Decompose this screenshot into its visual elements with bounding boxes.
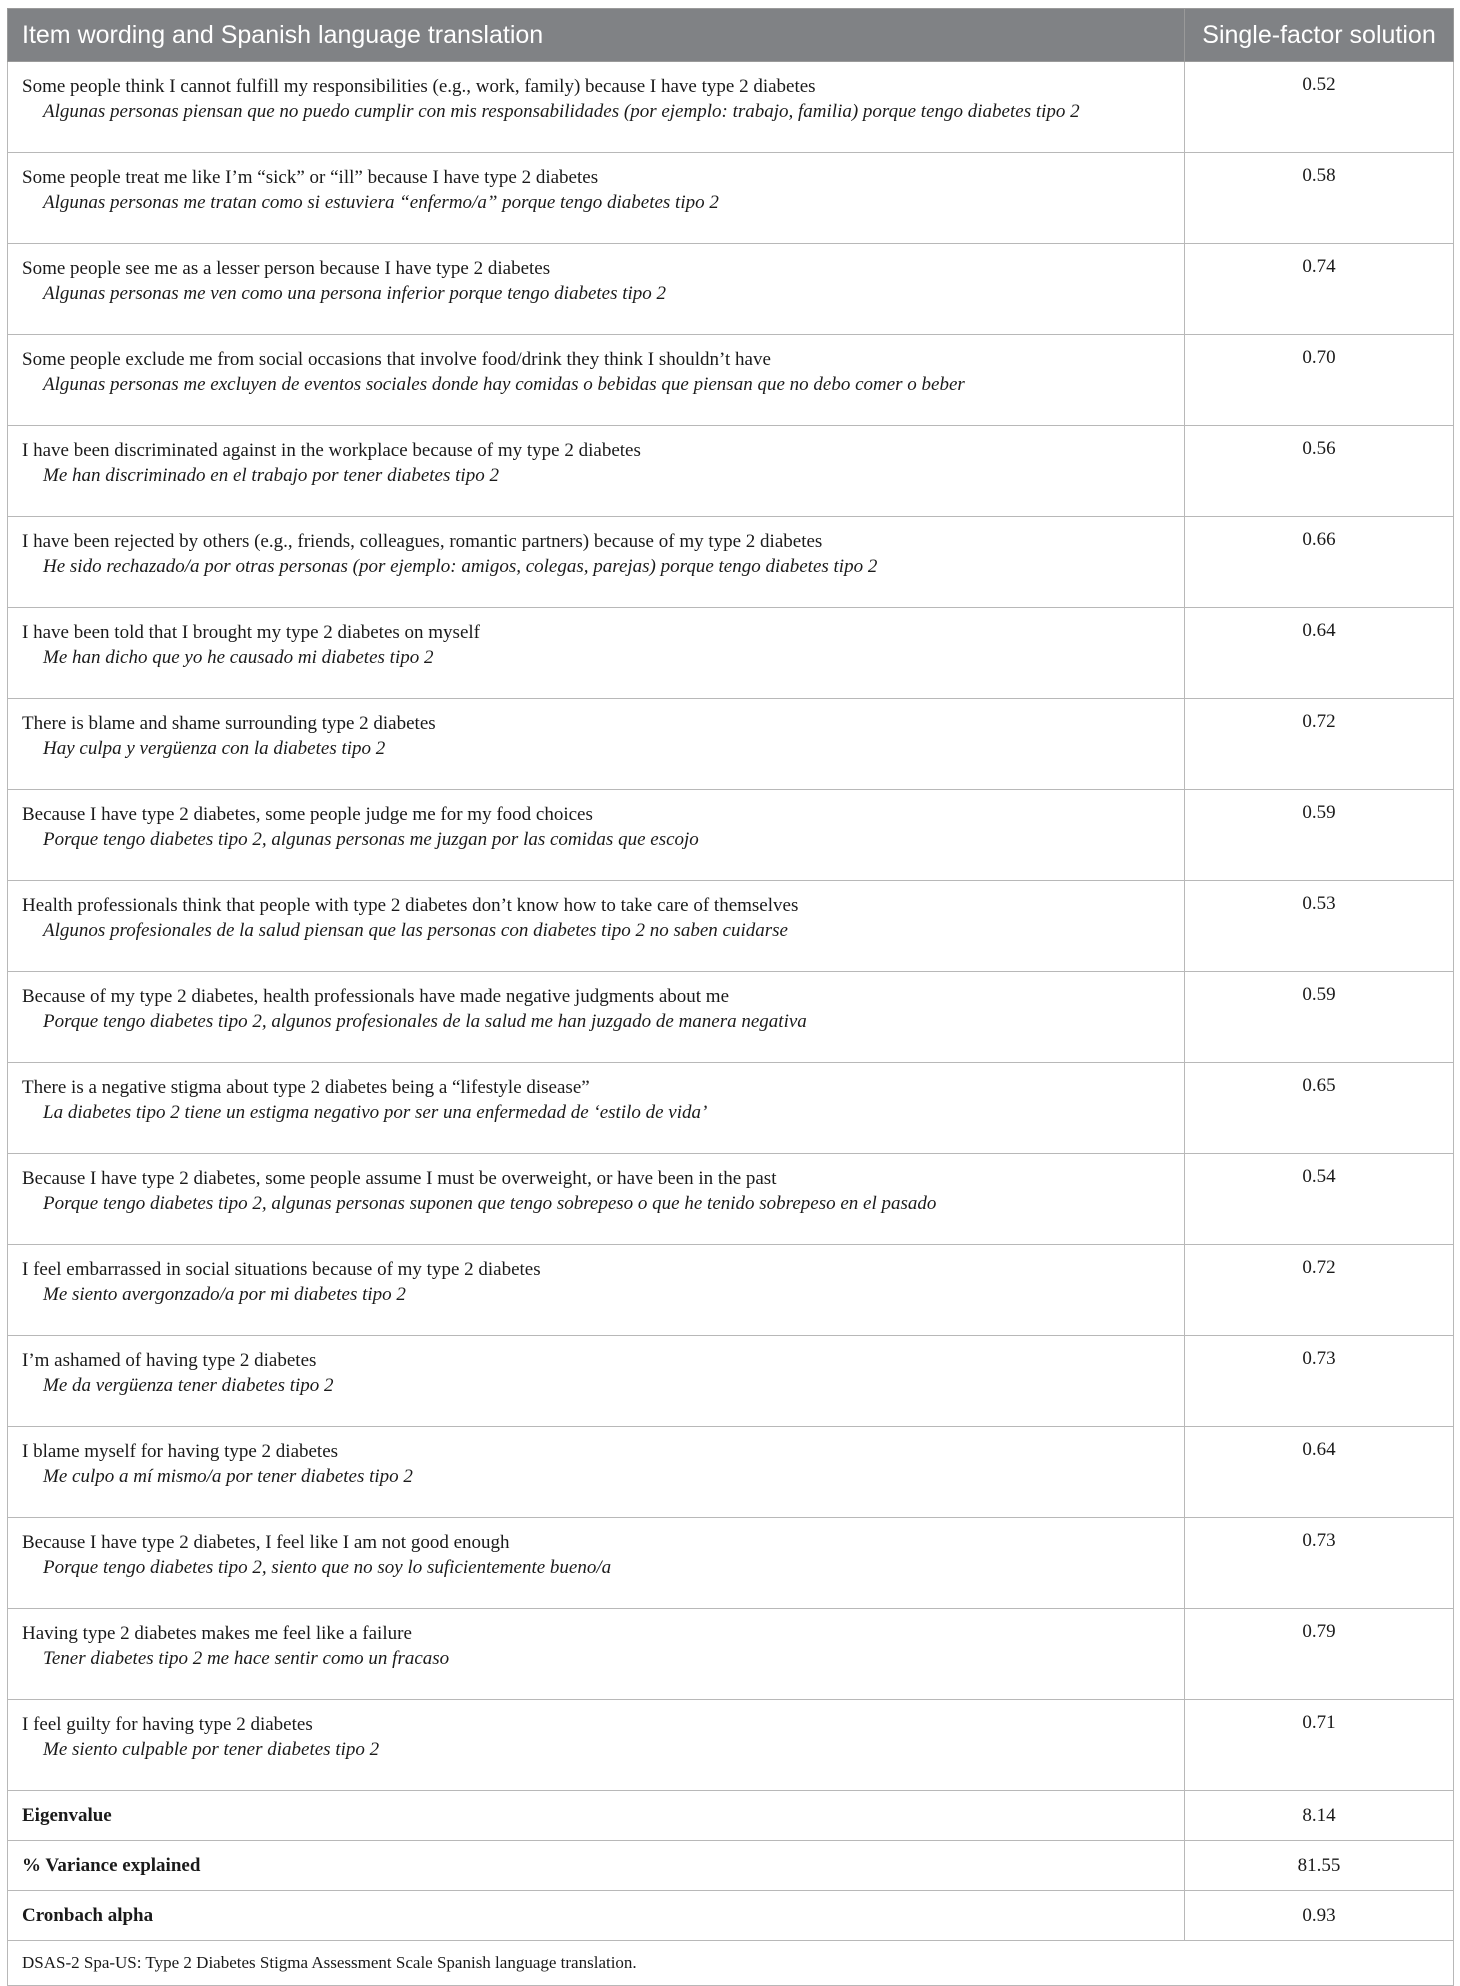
item-factor-loading: 0.73 — [1185, 1336, 1454, 1427]
item-english-text: Some people see me as a lesser person because I have type 2 diabetes — [22, 258, 551, 279]
item-spanish-translation: Algunas personas piensan que no puedo cumplir con mis responsabilidades (por ejemplo: trabajo, familia) porque tengo diabetes tipo 2 — [43, 101, 1080, 122]
item-spanish-translation: Algunas personas me tratan como si estuviera “enfermo/a” porque tengo diabetes tipo 2 — [43, 192, 719, 213]
item-factor-loading: 0.56 — [1185, 426, 1454, 517]
results-table-container — [7, 8, 1453, 1972]
factor-loadings-table — [7, 8, 1454, 1986]
item-text-cell — [8, 881, 1185, 972]
item-english-text: Health professionals think that people with type 2 diabetes don’t know how to take care of themselves — [22, 895, 799, 916]
item-english-text: Some people think I cannot fulfill my responsibilities (e.g., work, family) because I have type 2 diabetes — [22, 76, 816, 97]
item-factor-loading: 0.72 — [1185, 699, 1454, 790]
item-text-cell — [8, 790, 1185, 881]
stat-row — [8, 1891, 1454, 1941]
item-text-cell — [8, 62, 1185, 153]
table-row — [8, 335, 1454, 426]
table-row — [8, 608, 1454, 699]
item-english-text: Some people treat me like I’m “sick” or “ill” because I have type 2 diabetes — [22, 167, 599, 188]
item-text-cell — [8, 608, 1185, 699]
item-english-text: There is a negative stigma about type 2 diabetes being a “lifestyle disease” — [22, 1077, 590, 1098]
item-spanish-translation: Algunas personas me excluyen de eventos sociales donde hay comidas o bebidas que piensan que no debo comer o beber — [43, 374, 965, 395]
item-factor-loading: 0.71 — [1185, 1700, 1454, 1791]
table-row — [8, 1063, 1454, 1154]
item-factor-loading: 0.64 — [1185, 1427, 1454, 1518]
table-row — [8, 62, 1454, 153]
item-english-text: I have been told that I brought my type 2 diabetes on myself — [22, 622, 480, 643]
table-row — [8, 699, 1454, 790]
item-text-cell — [8, 1700, 1185, 1791]
item-text-cell — [8, 1245, 1185, 1336]
item-english-text: I blame myself for having type 2 diabetes — [22, 1441, 339, 1462]
stat-label: % Variance explained — [8, 1841, 1185, 1891]
item-spanish-translation: Me culpo a mí mismo/a por tener diabetes tipo 2 — [43, 1466, 413, 1487]
table-row — [8, 1700, 1454, 1791]
item-factor-loading: 0.72 — [1185, 1245, 1454, 1336]
table-row — [8, 881, 1454, 972]
item-spanish-translation: Me da vergüenza tener diabetes tipo 2 — [43, 1375, 334, 1396]
item-spanish-translation: Me siento culpable por tener diabetes tipo 2 — [43, 1739, 380, 1760]
item-spanish-translation: Algunos profesionales de la salud piensan que las personas con diabetes tipo 2 no saben cuidarse — [43, 920, 788, 941]
item-text-cell — [8, 426, 1185, 517]
item-factor-loading: 0.59 — [1185, 972, 1454, 1063]
item-factor-loading: 0.54 — [1185, 1154, 1454, 1245]
table-header-row — [8, 9, 1454, 62]
table-row — [8, 790, 1454, 881]
table-row — [8, 1609, 1454, 1700]
item-text-cell — [8, 517, 1185, 608]
item-factor-loading: 0.52 — [1185, 62, 1454, 153]
table-row — [8, 1245, 1454, 1336]
footnote-row — [8, 1941, 1454, 1986]
item-text-cell — [8, 1063, 1185, 1154]
item-english-text: Some people exclude me from social occasions that involve food/drink they think I shouldn’t have — [22, 349, 771, 370]
item-factor-loading: 0.66 — [1185, 517, 1454, 608]
stat-value: 0.93 — [1185, 1891, 1454, 1941]
item-factor-loading: 0.79 — [1185, 1609, 1454, 1700]
table-row — [8, 244, 1454, 335]
header-single-factor: Single-factor solution — [1185, 9, 1454, 62]
item-text-cell — [8, 1154, 1185, 1245]
item-english-text: Because I have type 2 diabetes, I feel like I am not good enough — [22, 1532, 510, 1553]
stat-value: 8.14 — [1185, 1791, 1454, 1841]
item-spanish-translation: Tener diabetes tipo 2 me hace sentir como un fracaso — [43, 1648, 450, 1669]
item-text-cell — [8, 699, 1185, 790]
item-text-cell — [8, 1609, 1185, 1700]
item-english-text: I’m ashamed of having type 2 diabetes — [22, 1350, 317, 1371]
table-row — [8, 972, 1454, 1063]
item-text-cell — [8, 335, 1185, 426]
stat-row — [8, 1841, 1454, 1891]
item-text-cell — [8, 153, 1185, 244]
table-row — [8, 426, 1454, 517]
item-text-cell — [8, 972, 1185, 1063]
item-text-cell — [8, 1518, 1185, 1609]
item-english-text: I feel guilty for having type 2 diabetes — [22, 1714, 313, 1735]
item-factor-loading: 0.70 — [1185, 335, 1454, 426]
item-spanish-translation: Me han dicho que yo he causado mi diabetes tipo 2 — [43, 647, 434, 668]
item-english-text: I have been discriminated against in the workplace because of my type 2 diabetes — [22, 440, 641, 461]
item-spanish-translation: Me siento avergonzado/a por mi diabetes tipo 2 — [43, 1284, 406, 1305]
table-row — [8, 1427, 1454, 1518]
item-factor-loading: 0.59 — [1185, 790, 1454, 881]
item-spanish-translation: Hay culpa y vergüenza con la diabetes tipo 2 — [43, 738, 386, 759]
item-factor-loading: 0.53 — [1185, 881, 1454, 972]
table-row — [8, 1518, 1454, 1609]
item-english-text: Because I have type 2 diabetes, some people judge me for my food choices — [22, 804, 593, 825]
item-english-text: I have been rejected by others (e.g., friends, colleagues, romantic partners) because of my type 2 diabetes — [22, 531, 823, 552]
item-text-cell — [8, 1427, 1185, 1518]
table-row — [8, 1336, 1454, 1427]
stat-value: 81.55 — [1185, 1841, 1454, 1891]
item-english-text: Because I have type 2 diabetes, some people assume I must be overweight, or have been in the past — [22, 1168, 777, 1189]
stat-row — [8, 1791, 1454, 1841]
stat-label: Cronbach alpha — [8, 1891, 1185, 1941]
item-english-text: Because of my type 2 diabetes, health professionals have made negative judgments about me — [22, 986, 730, 1007]
item-spanish-translation: La diabetes tipo 2 tiene un estigma negativo por ser una enfermedad de ‘estilo de vida’ — [43, 1102, 708, 1123]
item-english-text: Having type 2 diabetes makes me feel like a failure — [22, 1623, 412, 1644]
item-factor-loading: 0.73 — [1185, 1518, 1454, 1609]
item-factor-loading: 0.64 — [1185, 608, 1454, 699]
item-spanish-translation: Me han discriminado en el trabajo por tener diabetes tipo 2 — [43, 465, 499, 486]
item-spanish-translation: Porque tengo diabetes tipo 2, algunos profesionales de la salud me han juzgado de manera negativa — [43, 1011, 807, 1032]
table-footnote: DSAS-2 Spa-US: Type 2 Diabetes Stigma Assessment Scale Spanish language translation. — [8, 1941, 1454, 1986]
item-spanish-translation: Porque tengo diabetes tipo 2, algunas personas me juzgan por las comidas que escojo — [43, 829, 699, 850]
header-item-wording: Item wording and Spanish language translation — [8, 9, 1185, 62]
item-text-cell — [8, 1336, 1185, 1427]
table-body — [8, 62, 1454, 1986]
item-spanish-translation: Algunas personas me ven como una persona inferior porque tengo diabetes tipo 2 — [43, 283, 667, 304]
item-factor-loading: 0.65 — [1185, 1063, 1454, 1154]
table-row — [8, 517, 1454, 608]
item-text-cell — [8, 244, 1185, 335]
stat-label: Eigenvalue — [8, 1791, 1185, 1841]
item-factor-loading: 0.74 — [1185, 244, 1454, 335]
item-spanish-translation: Porque tengo diabetes tipo 2, algunas personas suponen que tengo sobrepeso o que he tenido sobrepeso en el pasado — [43, 1193, 937, 1214]
item-factor-loading: 0.58 — [1185, 153, 1454, 244]
item-spanish-translation: Porque tengo diabetes tipo 2, siento que no soy lo suficientemente bueno/a — [43, 1557, 612, 1578]
item-spanish-translation: He sido rechazado/a por otras personas (por ejemplo: amigos, colegas, parejas) porque tengo diabetes tipo 2 — [43, 556, 878, 577]
item-english-text: I feel embarrassed in social situations because of my type 2 diabetes — [22, 1259, 541, 1280]
table-row — [8, 1154, 1454, 1245]
table-row — [8, 153, 1454, 244]
item-english-text: There is blame and shame surrounding type 2 diabetes — [22, 713, 436, 734]
